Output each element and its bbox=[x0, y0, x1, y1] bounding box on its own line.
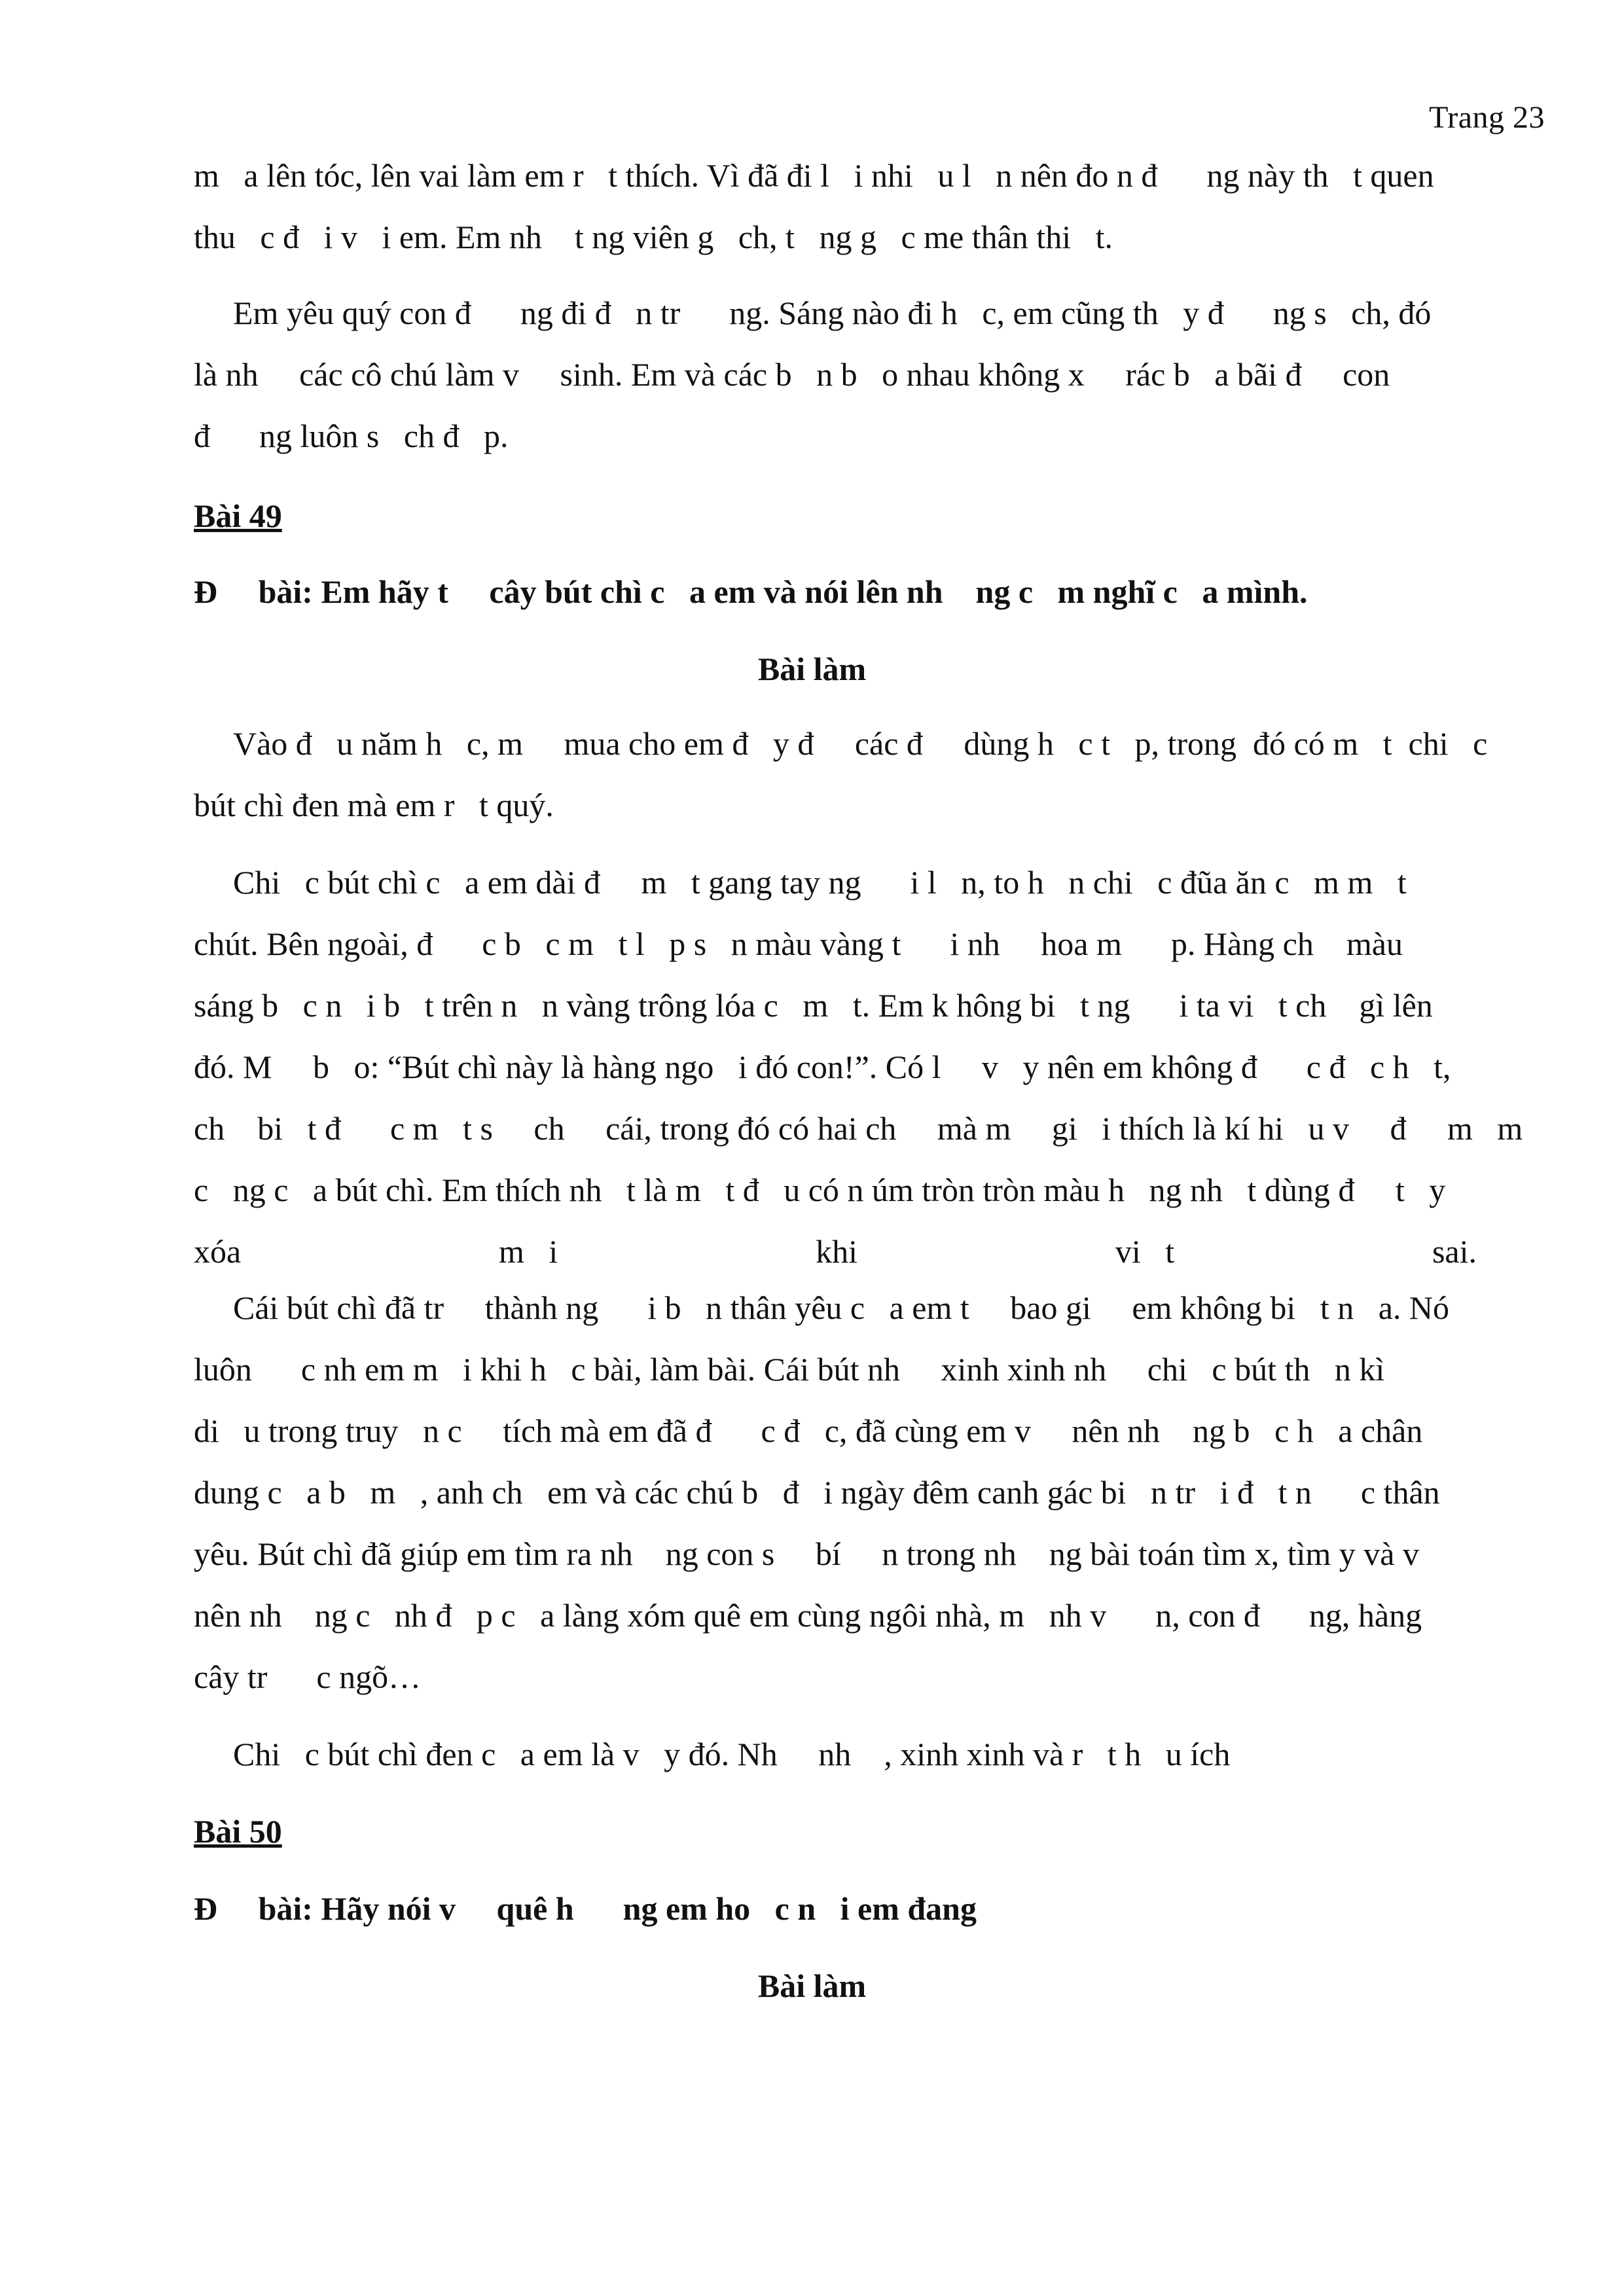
body-text-line: đ ng luôn s ch đ p. bbox=[194, 418, 509, 454]
body-text-line: thu c đ i v i em. Em nh t ng viên g ch, t ng g c me thân thi t. bbox=[194, 219, 1113, 255]
body-text-line: c ng c a bút chì. Em thích nh t là m t đ u có n úm tròn tròn màu h ng nh t dùng đ t y bbox=[194, 1172, 1446, 1208]
body-text-line: m a lên tóc, lên vai làm em r t thích. Vì đã đi l i nhi u l n nên đo n đ ng này th t quen bbox=[194, 157, 1434, 194]
body-text-line-justified bbox=[194, 1230, 1477, 1272]
body-text-line: Chi c bút chì đen c a em là v y đó. Nh nh , xinh xinh và r t h u ích bbox=[233, 1736, 1231, 1772]
page-number: Trang 23 bbox=[1429, 100, 1545, 135]
body-text-line: luôn c nh em m i khi h c bài, làm bài. Cái bút nh xinh xinh nh chi c bút th n kì bbox=[194, 1351, 1385, 1388]
word: vi t bbox=[1115, 1233, 1175, 1270]
word: xóa bbox=[194, 1233, 242, 1270]
body-text-line: cây tr c ngõ… bbox=[194, 1659, 422, 1695]
body-text-line: bút chì đen mà em r t quý. bbox=[194, 787, 554, 823]
body-text-line: dung c a b m , anh ch em và các chú b đ i ngày đêm canh gác bi n tr i đ t n c thân bbox=[194, 1474, 1440, 1511]
body-text-line: ch bi t đ c m t s ch cái, trong đó có hai ch mà m gi i thích là kí hi u v đ m m bbox=[194, 1110, 1523, 1147]
word: khi bbox=[816, 1233, 858, 1270]
assignment-prompt: Đ bài: Em hãy t cây bút chì c a em và nói lên nh ng c m nghĩ c a mình. bbox=[194, 573, 1308, 610]
body-text-line: Em yêu quý con đ ng đi đ n tr ng. Sáng nào đi h c, em cũng th y đ ng s ch, đó bbox=[233, 295, 1432, 331]
section-heading-bai-50: Bài 50 bbox=[194, 1813, 282, 1850]
section-heading-bai-49: Bài 49 bbox=[194, 497, 282, 534]
body-text-line: Chi c bút chì c a em dài đ m t gang tay ng i l n, to h n chi c đũa ăn c m m t bbox=[233, 864, 1407, 901]
body-text-line: Cái bút chì đã tr thành ng i b n thân yêu c a em t bao gi em không bi t n a. Nó bbox=[233, 1289, 1450, 1326]
essay-title: Bài làm bbox=[757, 651, 867, 687]
body-text-line: sáng b c n i b t trên n n vàng trông lóa c m t. Em k hông bi t ng i ta vi t ch gì lên bbox=[194, 987, 1433, 1024]
body-text-line: yêu. Bút chì đã giúp em tìm ra nh ng con s bí n trong nh ng bài toán tìm x, tìm y và v bbox=[194, 1535, 1419, 1572]
body-text-line: Vào đ u năm h c, m mua cho em đ y đ các đ dùng h c t p, trong đó có m t chi c bbox=[233, 725, 1488, 762]
body-text-line: di u trong truy n c tích mà em đã đ c đ c, đã cùng em v nên nh ng b c h a chân bbox=[194, 1412, 1423, 1449]
assignment-prompt: Đ bài: Hãy nói v quê h ng em ho c n i em đang bbox=[194, 1890, 977, 1927]
body-text-line: là nh các cô chú làm v sinh. Em và các b n b o nhau không x rác b a bãi đ con bbox=[194, 356, 1390, 393]
essay-title: Bài làm bbox=[757, 1967, 867, 2004]
body-text-line: chút. Bên ngoài, đ c b c m t l p s n màu vàng t i nh hoa m p. Hàng ch màu bbox=[194, 925, 1403, 962]
word: sai. bbox=[1432, 1233, 1477, 1270]
body-text-line: đó. M b o: “Bút chì này là hàng ngo i đó con!”. Có l v y nên em không đ c đ c h t, bbox=[194, 1049, 1451, 1085]
body-text-line: nên nh ng c nh đ p c a làng xóm quê em cùng ngôi nhà, m nh v n, con đ ng, hàng bbox=[194, 1597, 1422, 1634]
word: m i bbox=[499, 1233, 558, 1270]
